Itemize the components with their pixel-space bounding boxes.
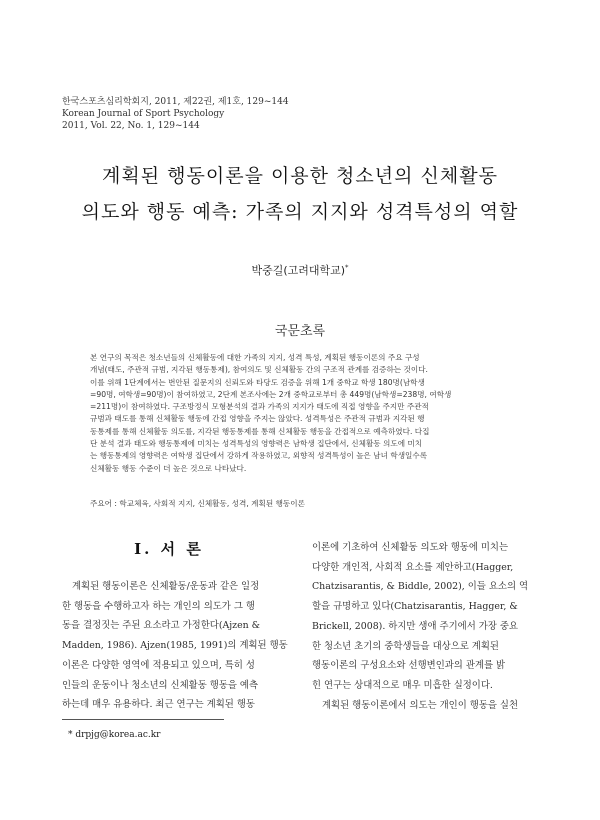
body-line: 한 행동을 수행하고자 하는 개인의 의도가 그 행 [62,600,255,612]
paper-title-line-2: 의도와 행동 예측: 가족의 지지와 성격특성의 역할 [81,201,519,223]
body-line: 다양한 개인적, 사회적 요소를 제안하고(Hagger, [312,561,514,573]
body-line: 이론은 다양한 영역에 적용되고 있으며, 특히 성 [62,659,255,671]
body-column-right [312,538,542,715]
journal-citation [62,96,289,132]
body-line: 인들의 운동이나 청소년의 신체활동 행동을 예측 [62,679,259,691]
abstract-line: 본 연구의 목적은 청소년들의 신체활동에 대한 가족의 지지, 성격 특성, 계획된 행동이론의 주요 구성 [90,353,420,362]
body-line: 계획된 행동이론은 신체활동/운동과 같은 일정 [72,581,260,592]
journal-name-english: Korean Journal of Sport Psychology [62,109,225,119]
journal-citation-korean: 한국스포츠심리학회지, 2011, 제22권, 제1호, 129~144 [62,97,289,107]
abstract-line: =211명)이 참여하였다. 구조방정식 모형분석의 결과 가족의 지지가 태도에 직접 영향을 주지만 주관적 [90,402,429,412]
body-line: 이론에 기초하여 신체활동 의도와 행동에 미치는 [312,542,509,553]
body-line: 할을 규명하고 있다(Chatzisarantis, Hagger, & [312,601,518,613]
section-heading-introduction: I. 서 론 [134,540,204,558]
abstract-line: 이를 위해 1단계에서는 번안된 질문지의 신뢰도와 타당도 검증을 위해 1개 중학교 학생 180명(남학생 [90,377,425,387]
body-line: Madden, 1986). Ajzen(1985, 1991)의 계획된 행동 [62,640,288,652]
abstract-line: 규범과 태도를 통해 신체활동 행동에 간접 영향을 주지는 않았다. 성격특성은 주관적 규범과 지각된 행 [90,414,425,424]
abstract-body [90,352,508,475]
body-line: 계획된 행동이론에서 의도는 개인이 행동을 실천 [322,699,519,711]
body-line: 동을 결정짓는 주된 요소라고 가정한다(Ajzen & [62,620,261,632]
body-column-left [62,577,288,715]
abstract-line: 개념(태도, 주관적 규범, 지각된 행동통제), 참여의도 및 신체활동 간의 구조적 관계를 검증하는 것이다. [90,365,428,375]
body-line: 힌 연구는 상대적으로 매우 미흡한 실정이다. [312,679,493,691]
author-name: 박중길(고려대학교) [251,264,346,277]
author [0,262,600,278]
body-line: 행동이론의 구성요소와 선행변인과의 관계를 밝 [312,660,506,672]
abstract-line: 단 분석 결과 태도와 행동통제에 미치는 성격특성의 영향력은 남학생 집단에서, 신체활동 의도에 미치 [90,439,423,449]
footnote-rule [62,719,224,720]
paper-title [0,158,600,230]
body-line: Chatzisarantis, & Biddle, 2002), 이들 요소의 역 [312,581,529,593]
footnote-email: * drpjg@korea.ac.kr [68,730,161,740]
paper-title-line-1: 계획된 행동이론을 이용한 청소년의 신체활동 [102,165,498,187]
body-line: 하는데 매우 유용하다. 최근 연구는 계획된 행동 [62,699,255,711]
body-line: Brickell, 2008). 하지만 생애 주기에서 가장 중요 [312,620,518,632]
abstract-line: =90명, 여학생=90명)이 참여하였고, 2단계 본조사에는 2개 중학교로부터 총 449명(남학생=238명, 여학생 [90,389,452,399]
abstract-line: 는 행동통제의 영향력은 여학생 집단에서 강하게 작용하였고, 외향적 성격특성이 높은 남녀 학생일수록 [90,451,428,461]
abstract-line: 신체활동 행동 수준이 더 높은 것으로 나타났다. [90,463,247,473]
keywords: 주요어 : 학교체육, 사회적 지지, 신체활동, 성격, 계획된 행동이론 [90,499,305,508]
abstract-line: 동통제를 통해 신체활동 의도를, 지각된 행동통제를 통해 신체활동 행동을 간접적으로 예측하였다. 다집 [90,426,430,436]
abstract-heading: 국문초록 [274,324,326,339]
author-footnote-mark: * [345,263,349,272]
journal-volume-english: 2011, Vol. 22, No. 1, 129~144 [62,121,200,131]
body-line: 한 청소년 초기의 중학생들을 대상으로 계획된 [312,640,499,652]
